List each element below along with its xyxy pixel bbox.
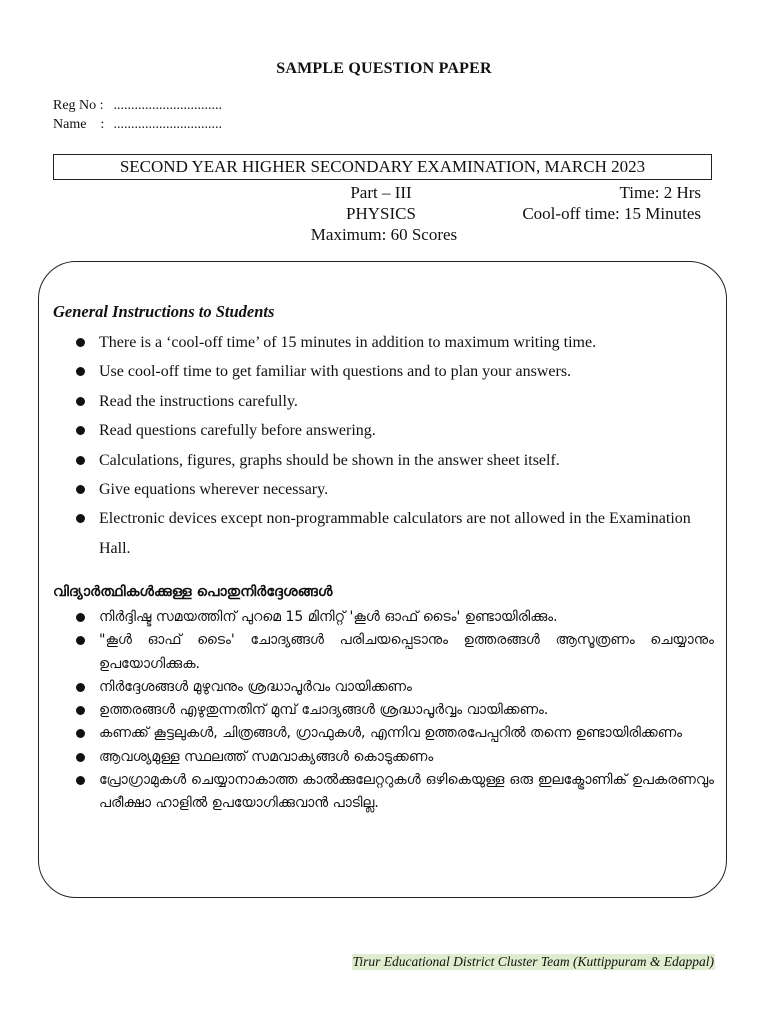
instruction-item: Calculations, figures, graphs should be shown in the answer sheet itself. bbox=[76, 446, 696, 475]
exam-time: Time: 2 Hrs bbox=[619, 183, 701, 202]
exam-cool-off-time: Cool-off time: 15 Minutes bbox=[522, 204, 701, 223]
malayalam-instruction-item: നിർദ്ദേശങ്ങൾ മുഴുവനും ശ്രദ്ധാപൂർവം വായിക്കണം bbox=[76, 676, 714, 699]
general-instructions-list bbox=[76, 328, 696, 563]
reg-no-field bbox=[53, 98, 222, 114]
bullet-icon bbox=[76, 456, 85, 465]
malayalam-instruction-item: "കൂൾ ഓഫ് ടൈം' ചോദ്യങ്ങൾ പരിചയപ്പെടാനും ഉത്തരങ്ങൾ ആസൂത്രണം ചെയ്യാനും ഉപയോഗിക്കുക. bbox=[76, 629, 714, 676]
instruction-item: Electronic devices except non-programmable calculators are not allowed in the Examination Hall. bbox=[76, 504, 696, 563]
instruction-item: Read the instructions carefully. bbox=[76, 387, 696, 416]
instruction-item: Use cool-off time to get familiar with questions and to plan your answers. bbox=[76, 357, 696, 386]
bullet-icon bbox=[76, 636, 85, 645]
bullet-icon bbox=[76, 397, 85, 406]
general-instructions-heading: General Instructions to Students bbox=[53, 302, 275, 321]
malayalam-instructions-heading: വിദ്യാർത്ഥികൾക്കുള്ള പൊതുനിർദ്ദേശങ്ങൾ bbox=[53, 584, 333, 600]
bullet-icon bbox=[76, 426, 85, 435]
bullet-icon bbox=[76, 514, 85, 523]
bullet-icon bbox=[76, 683, 85, 692]
bullet-icon bbox=[76, 776, 85, 785]
exam-maximum-score: Maximum: 60 Scores bbox=[310, 225, 458, 244]
name-label: Name : bbox=[53, 117, 105, 132]
malayalam-instruction-item: നിർദ്ദിഷ്ട സമയത്തിന് പുറമെ 15 മിനിറ്റ് 'കൂൾ ഓഫ് ടൈം' ഉണ്ടായിരിക്കും. bbox=[76, 606, 714, 629]
malayalam-instruction-item: പ്രോഗ്രാമുകൾ ചെയ്യാനാകാത്ത കാൽക്കുലേറ്ററുകൾ ഒഴികെയുള്ള ഒരു ഇലക്ട്രോണിക് ഉപകരണവും പരീക്ഷാ ഹാളിൽ ഉപയോഗിക്കുവാൻ പാടില്ല. bbox=[76, 769, 714, 816]
bullet-icon bbox=[76, 706, 85, 715]
malayalam-instruction-item: ആവശ്യമുള്ള സ്ഥലത്ത് സമവാക്യങ്ങൾ കൊടുക്കണം bbox=[76, 746, 714, 769]
malayalam-instruction-item: കണക്ക് കൂട്ടലുകൾ, ചിത്രങ്ങൾ, ഗ്രാഫുകൾ, എന്നിവ ഉത്തരപേപ്പറിൽ തന്നെ ഉണ്ടായിരിക്കണം bbox=[76, 722, 714, 745]
exam-part: Part – III bbox=[350, 183, 412, 202]
name-field bbox=[53, 117, 222, 133]
bullet-icon bbox=[76, 613, 85, 622]
reg-no-label: Reg No : bbox=[53, 98, 104, 113]
exam-subject: PHYSICS bbox=[346, 204, 416, 223]
exam-title-box: SECOND YEAR HIGHER SECONDARY EXAMINATION, MARCH 2023 bbox=[53, 154, 712, 180]
footer-credit: Tirur Educational District Cluster Team (Kuttippuram & Edappal) bbox=[352, 954, 714, 969]
instruction-item: Give equations wherever necessary. bbox=[76, 475, 696, 504]
bullet-icon bbox=[76, 729, 85, 738]
instruction-item: There is a ‘cool-off time’ of 15 minutes in addition to maximum writing time. bbox=[76, 328, 696, 357]
name-value: ............................... bbox=[113, 117, 222, 132]
bullet-icon bbox=[76, 753, 85, 762]
bullet-icon bbox=[76, 485, 85, 494]
malayalam-instructions-list bbox=[76, 606, 714, 816]
bullet-icon bbox=[76, 367, 85, 376]
bullet-icon bbox=[76, 338, 85, 347]
instruction-item: Read questions carefully before answering. bbox=[76, 416, 696, 445]
page-title: SAMPLE QUESTION PAPER bbox=[276, 60, 492, 77]
reg-no-value: ............................... bbox=[113, 98, 222, 113]
malayalam-instruction-item: ഉത്തരങ്ങൾ എഴുതുന്നതിന് മുമ്പ് ചോദ്യങ്ങൾ ശ്രദ്ധാപൂർവ്വം വായിക്കണം. bbox=[76, 699, 714, 722]
